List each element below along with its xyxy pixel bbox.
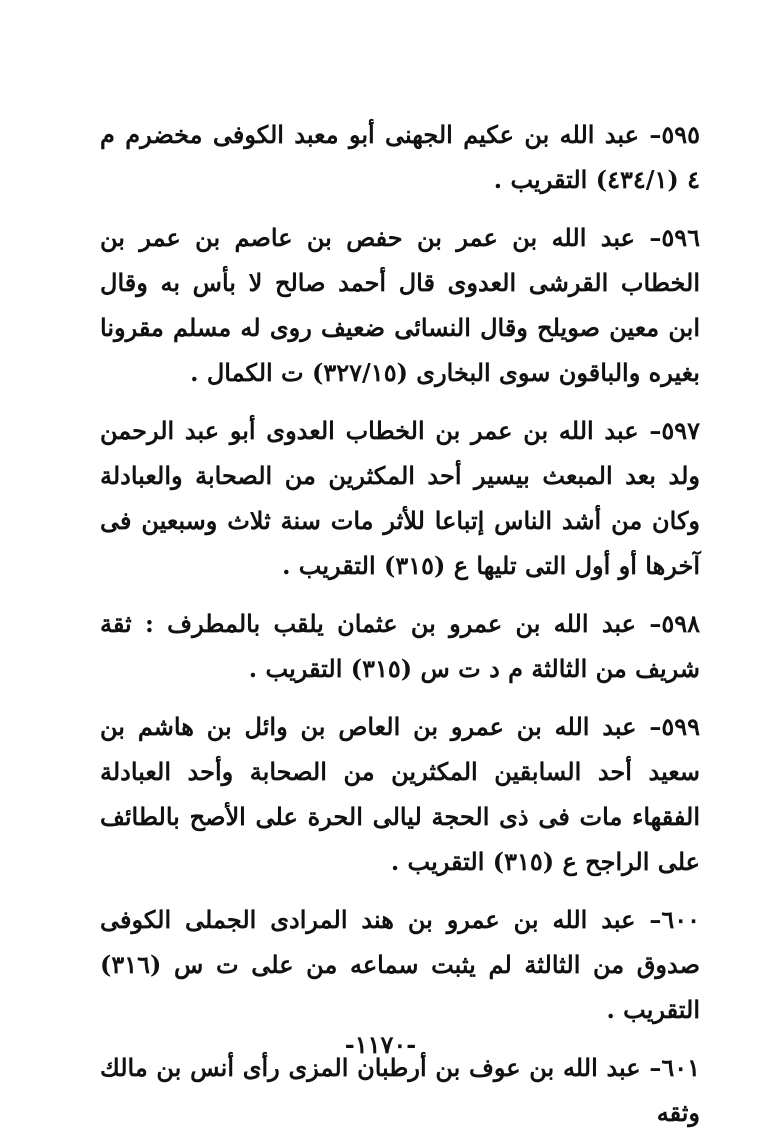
entry-text: عبد الله بن عمرو بن هند المرادى الجملى الكوفى صدوق من الثالثة لم يثبت سماعه من على ت س (٣١٦) التقريب . <box>100 905 700 1024</box>
entry-599 <box>100 704 700 884</box>
entry-598 <box>100 601 700 691</box>
document-body <box>100 112 700 1148</box>
entry-number: ٦٠٠– <box>649 905 700 934</box>
entry-597 <box>100 408 700 588</box>
entry-number: ٥٩٧– <box>649 416 700 445</box>
entry-text: عبد الله بن عكيم الجهنى أبو معبد الكوفى مخضرم م ٤ (٤٣٤/١) التقريب . <box>100 120 700 194</box>
entry-text: عبد الله بن عمرو بن عثمان يلقب بالمطرف : ثقة شريف من الثالثة م د ت س (٣١٥) التقريب . <box>100 609 700 683</box>
entry-595 <box>100 112 700 202</box>
entry-number: ٥٩٨– <box>649 609 700 638</box>
entry-text: عبد الله بن عمرو بن العاص بن وائل بن هاشم بن سعيد أحد السابقين المكثرين من الصحابة وأحد العبادلة الفقهاء مات فى ذى الحجة ليالى الحرة على الأصح بالطائف على الراجح ع (٣١٥) التقريب . <box>100 712 700 876</box>
entry-596 <box>100 215 700 395</box>
entry-text: عبد الله بن عمر بن حفص بن عاصم بن عمر بن الخطاب القرشى العدوى قال أحمد صالح لا بأس به وقال ابن معين صويلح وقال النسائى ضعيف روى له مسلم مقرونا بغيره والباقون سوى البخارى (٣٢٧/١٥) ت الكمال . <box>100 223 700 387</box>
entry-600 <box>100 897 700 1032</box>
entry-number: ٦٠١– <box>649 1053 700 1082</box>
entry-number: ٥٩٥– <box>649 120 701 149</box>
entry-text: عبد الله بن عمر بن الخطاب العدوى أبو عبد الرحمن ولد بعد المبعث بيسير أحد المكثرين من الصحابة والعبادلة وكان من أشد الناس إتباعا للأثر مات سنة ثلاث وسبعين فى آخرها أو أول التى تليها ع (٣١٥) التقريب . <box>100 416 700 580</box>
entry-number: ٥٩٩– <box>649 712 700 741</box>
entry-text: عبد الله بن عوف بن أرطبان المزى رأى أنس بن مالك وثقه <box>100 1053 700 1127</box>
entry-number: ٥٩٦– <box>649 223 700 252</box>
page-number: -١١٧٠- <box>344 1030 417 1059</box>
